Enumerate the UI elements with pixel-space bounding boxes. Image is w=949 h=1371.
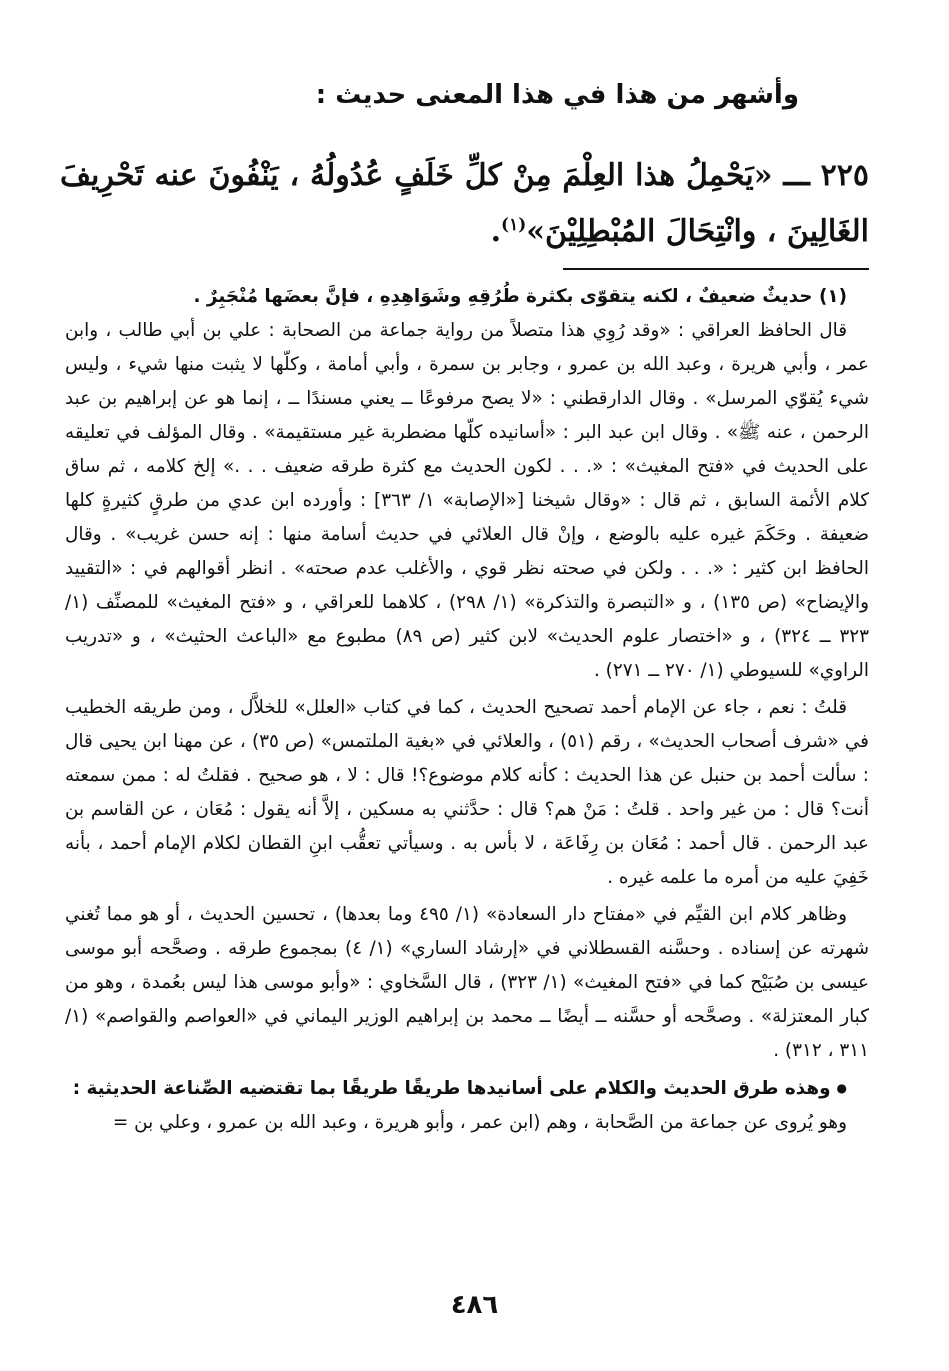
page-number: ٤٨٦ [450, 1290, 499, 1320]
hadith-dash: ـــ [783, 158, 810, 193]
hadith-block [60, 148, 869, 260]
hadith-number: ٢٢٥ [820, 158, 869, 193]
hadith-text: «يَحْمِلُ هذا العِلْمَ مِنْ كلِّ خَلَفٍ عُدُولُهُ ، يَنْفُونَ عنه تَحْرِيفَ الغَالِينَ ، وانْتِحَالَ المُبْطِلِيْنَ» [60, 158, 869, 249]
footnote-paragraph-3: وظاهر كلام ابن القيِّم في «مفتاح دار السعادة» (١/ ٤٩٥ وما بعدها) ، تحسين الحديث ، أو هو مما تُغني شهرته عن إسناده . وحسَّنه القسطلاني في «إرشاد الساري» (١/ ٤) بمجموع طرقه . وصحَّحه أبو موسى عيسى بن صُبَيْح كما في «فتح المغيث» (١/ ٣٢٣) ، قال السَّخاوي : «وأبو موسى هذا ليس بعُمدة ، وهو من كبار المعتزلة» . وصحَّحه أو حسَّنه ــ أيضًا ــ محمد بن إبراهيم الوزير اليماني في «العواصم والقواصم» (١/ ٣١١ ، ٣١٢) . [65, 904, 869, 1061]
footnotes [65, 280, 869, 1140]
intro-line: وأشهر من هذا في هذا المعنى حديث : [315, 80, 799, 110]
hadith-end: . [490, 214, 502, 249]
footnote-separator [563, 268, 869, 270]
footnote-ref: (١) [501, 215, 527, 235]
footnote-paragraph-4 [65, 1071, 869, 1106]
footnote-paragraph-1: قال الحافظ العراقي : «وقد رُوِي هذا متصلاً من رواية جماعة من الصحابة : علي بن أبي طالب ، وابن عمر ، وأبي هريرة ، وعبد الله بن عمرو ، وجابر بن سمرة ، وأبي أمامة ، وكلّها لا يثبت منها شيء ، وليس شيء يُقوّي المرسل» . وقال الدارقطني : «لا يصح مرفوعًا ــ يعني مسندًا ــ ، إنما هو عن إبراهيم بن عبد الرحمن ، عنه ﷺ» . وقال ابن عبد البر : «أسانيده كلّها مضطربة غير مستقيمة» . وقال المؤلف في تعليقه على الحديث في «فتح المغيث» : «. . . لكون الحديث مع كثرة طرقه ضعيف . . .» إلخ كلامه ، ثم ساق كلام الأئمة السابق ، ثم قال : «وقال شيخنا [«الإصابة» ١/ ٣٦٣] : وأورده ابن عدي من طرقٍ كثيرةٍ كلها ضعيفة . وحَكَمَ غيره عليه بالوضع ، وإنْ قال العلائي في حديث أسامة منها : إنه حسن غريب» . وقال الحافظ ابن كثير : «. . . ولكن في صحته نظر قوي ، والأغلب عدم صحته» . انظر أقوالهم في : «التقييد والإيضاح» (ص ١٣٥) ، و «التبصرة والتذكرة» (١/ ٢٩٨) ، كلاهما للعراقي ، و «فتح المغيث» للمصنِّف (١/ ٣٢٣ ــ ٣٢٤) ، و «اختصار علوم الحديث» لابن كثير (ص ٨٩) مطبوع مع «الباعث الحثيث» ، و «تدريب الراوي» للسيوطي (١/ ٢٧٠ ــ ٢٧١) . [65, 320, 869, 681]
footnote-paragraph-4-text: وهذه طرق الحديث والكلام على أسانيدها طريقًا طريقًا بما تقتضيه الصِّناعة الحديثية : [72, 1078, 831, 1099]
footnote-paragraph-2: قلتُ : نعم ، جاء عن الإمام أحمد تصحيح الحديث ، كما في كتاب «العلل» للخلاَّل ، ومن طريقه الخطيب في «شرف أصحاب الحديث» ، رقم (٥١) ، والعلائي في «بغية الملتمس» (ص ٣٥) ، عن مهنا ابن يحيى قال : سألت أحمد بن حنبل عن هذا الحديث : كأنه كلام موضوع؟! قال : لا ، هو صحيح . فقلتُ له : ممن سمعته أنت؟ قال : من غير واحد . قلتُ : مَنْ هم؟ قال : حدَّثني به مسكين ، إلاَّ أنه يقول : مُعَان ، عن القاسم بن عبد الرحمن . قال أحمد : مُعَان بن رِفَاعَة ، لا بأس به . وسيأتي تعقُّب ابنِ القطان لكلام الإمام أحمد ، بأنه خَفِيَ عليه من أمره ما علمه غيره . [65, 697, 869, 888]
footnote-paragraph-5: وهو يُروى عن جماعة من الصَّحابة ، وهم (ابن عمر ، وأبو هريرة ، وعبد الله بن عمرو ، وعلي بن = [112, 1112, 847, 1133]
bullet-icon: ● [836, 1081, 847, 1095]
footnote-heading: (١) حديثٌ ضعيفٌ ، لكنه يتقوّى بكثرة طُرُقِهِ وشَوَاهِدِهِ ، فإنَّ بعضَها مُنْجَبِرٌ . [193, 286, 847, 307]
